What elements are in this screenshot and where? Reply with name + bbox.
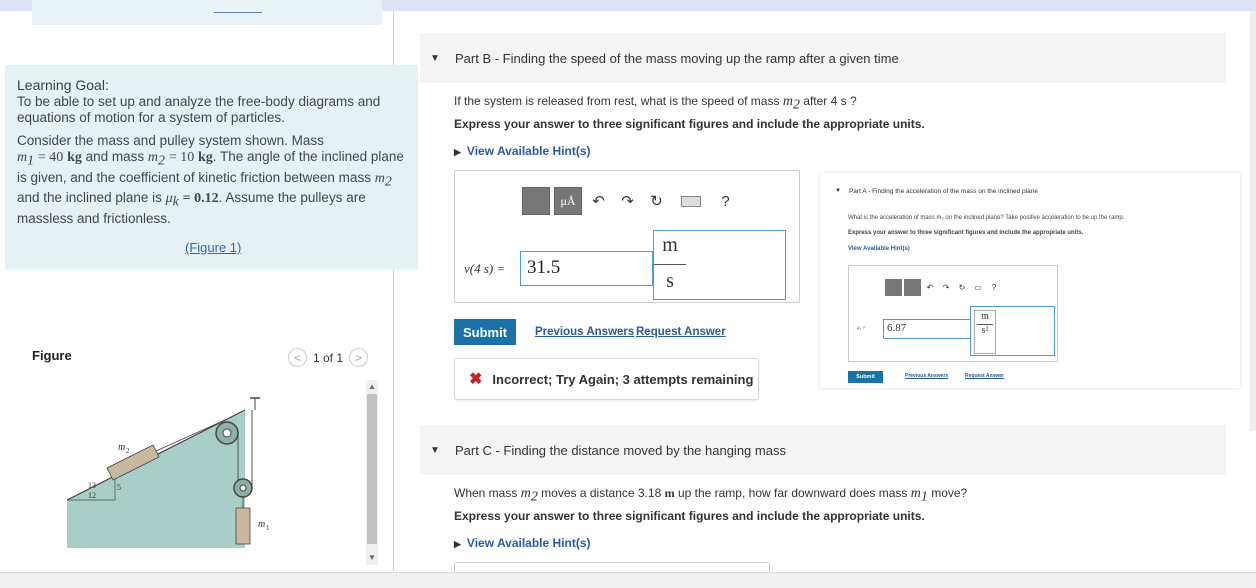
part-c-hint-toggle[interactable] [454,536,591,550]
part-c-question-prefix: When mass [454,486,518,500]
inset-label: a₂ = [857,326,866,331]
consider-end: . Assume the pulleys are massless and frictionless. [17,190,366,227]
m2-value: = 10 [168,150,195,165]
inset-answer-box [848,265,1058,362]
part-c-var2: m [910,486,921,501]
inset-unit-box [970,306,1055,356]
inset-submit: Submit [848,371,883,383]
m1-unit: kg [67,150,82,165]
m1-sub: 1 [27,153,35,169]
unit-fraction-bar [654,264,686,265]
inset-value: 6.87 [883,319,971,339]
consider-mid2: and the inclined plane is [17,190,162,206]
consider-mid: . The angle of the inclined plane is given, and the coefficient of kinetic friction between mass [17,149,404,185]
chevron-right-icon[interactable]: > [349,348,368,367]
figure-pager [288,348,368,367]
part-b-question-sub: 2 [792,97,800,113]
inset-triangle-icon: ▼ [835,188,841,194]
inset-part-a-header [825,177,1235,205]
part-c-question-suffix: move? [931,486,968,500]
velocity-label: v(4 s) = [464,261,506,276]
m2-unit: kg [197,150,213,165]
part-b-hint-toggle[interactable] [454,144,591,158]
inset-question: What is the acceleration of mass m₂ on the inclined plane? Take positive acceleration to be up the ramp. [848,215,1125,221]
page-scrollbar[interactable] [1250,11,1256,431]
problem-statement [17,133,406,227]
mu-sub: k [172,195,179,211]
feedback-text: Incorrect; Try Again; 3 attempts remaining [492,371,754,387]
m2-var-2: m [374,170,385,186]
inset-hint: View Available Hint(s) [848,246,910,252]
part-c-title [455,443,786,458]
previous-answers-link[interactable]: Previous Answers [535,326,635,338]
part-c-instruction: Express your answer to three significant figures and include the appropriate units. [454,509,925,523]
chevron-left-icon[interactable]: < [288,348,307,367]
inset-undo-icon: ↶ [926,283,934,292]
keyboard-icon[interactable] [681,196,701,207]
part-c-var1: m [520,486,531,501]
part-c-title-rest: - Finding the distance moved by the hanging mass [491,442,786,458]
error-x-icon: ✖ [469,371,483,388]
redo-icon[interactable]: ↷ [621,193,634,210]
mu-value: = 0.12 [182,191,219,207]
mu-var: μ [165,191,173,207]
undo-icon[interactable]: ↶ [592,193,605,210]
and-mass-text: and mass [85,149,145,164]
inset-units-icon [904,279,921,296]
inset-unit-fraction [974,310,996,354]
inset-template-icon [885,279,902,296]
top-pulley-hub [223,429,231,437]
m1-figure-label: m [258,519,266,530]
inset-help-icon: ? [991,283,997,292]
inset-request-answer: Request Answer [965,373,1004,379]
m1-figure-sub: 1 [266,524,270,532]
inset-instruction: Express your answer to three significant figures and include the appropriate units. [848,230,1084,236]
learning-goal-title: Learning Goal: [17,77,109,93]
part-c-hint-label: View Available Hint(s) [466,536,591,550]
request-answer-link[interactable]: Request Answer [636,326,726,338]
part-b-header[interactable] [420,33,1226,83]
slope-13-label: 13 [88,481,96,490]
inset-toolbar [885,279,1001,296]
scroll-up-icon[interactable]: ▲ [368,382,376,391]
bottom-pulley-hub [240,485,246,491]
collapse-triangle-icon[interactable]: ▼ [430,52,440,64]
m2-sub-2: 2 [384,174,392,190]
part-b-question-var: m [782,94,793,109]
part-a-inset-image [820,173,1240,388]
part-c-question-mid2: up the ramp, how far downward does mass [677,486,908,500]
part-b-instruction: Express your answer to three significant figures and include the appropriate units. [454,117,925,131]
inset-unit-den: s² [977,324,993,336]
part-b-question-prefix: If the system is released from rest, what is the speed of mass [454,94,780,108]
answer-value-input[interactable]: 31.5 [520,251,653,286]
collapse-triangle-icon[interactable]: ▼ [430,444,440,456]
inset-part-a-title: Part A - Finding the acceleration of the mass on the inclined plane [848,187,1038,195]
part-c-question [454,486,967,505]
m2-figure-label: m [118,442,126,453]
unit-numerator: m [662,234,678,256]
learning-goal-panel [5,65,418,270]
figure-label: Figure [32,348,72,363]
help-icon[interactable]: ? [721,192,730,210]
inset-reset-icon: ↻ [958,283,966,292]
reset-icon[interactable]: ↻ [650,193,663,210]
part-b-title-rest: - Finding the speed of the mass moving up the ramp after a given time [491,50,899,66]
inset-keyboard-icon: ▭ [974,283,982,292]
top-panel-strip [214,8,262,13]
expand-triangle-icon: ▶ [454,539,461,549]
part-c-sub1: 2 [530,489,538,505]
left-top-panel [32,0,382,25]
scroll-thumb[interactable] [367,394,377,544]
part-b-answer-box [454,170,800,303]
scroll-down-icon[interactable]: ▼ [368,553,376,562]
m2-sub: 2 [158,153,166,169]
part-b-question-suffix: after 4 s ? [803,94,857,108]
part-b-question [454,94,857,113]
math-toolbar [522,187,738,215]
m2-figure-sub: 2 [126,447,130,455]
consider-prefix: Consider the mass and pulley system shown. Mass [17,133,324,148]
figure-scrollbar[interactable] [366,380,378,565]
mass-m1-block [236,508,250,544]
learning-goal-body: To be able to set up and analyze the free-body diagrams and equations of motion for a system of particles. [17,94,381,125]
pulley-figure [55,388,365,568]
part-c-title-bold: Part C [455,442,492,458]
pager-text: 1 of 1 [313,350,344,365]
feedback-box [454,358,759,400]
m2-var: m [147,150,159,165]
m1-var: m [17,150,28,165]
unit-denominator: s [666,270,674,292]
inset-unit-num: m [981,311,989,322]
bottom-scrollbar[interactable] [0,572,1256,588]
m1-value: = 40 [37,150,64,165]
slope-12-label: 12 [88,491,96,500]
figure-link[interactable]: (Figure 1) [185,240,242,255]
units-button[interactable]: μÅ [554,187,582,215]
inset-redo-icon: ↷ [942,283,950,292]
inset-previous-answers: Previous Answers [905,373,949,379]
part-c-sub2: 1 [920,489,928,505]
part-c-header[interactable] [420,425,1226,475]
part-b-hint-label: View Available Hint(s) [466,144,591,158]
part-b-title-bold: Part B [455,50,492,66]
expand-triangle-icon: ▶ [454,147,461,157]
part-b-title [455,51,899,66]
submit-button[interactable]: Submit [454,319,516,345]
template-icon[interactable] [522,187,550,215]
part-c-unit: m [664,486,675,500]
part-c-question-mid: moves a distance 3.18 [541,486,662,500]
slope-5-label: 5 [117,483,121,492]
answer-unit-input[interactable] [653,230,786,300]
